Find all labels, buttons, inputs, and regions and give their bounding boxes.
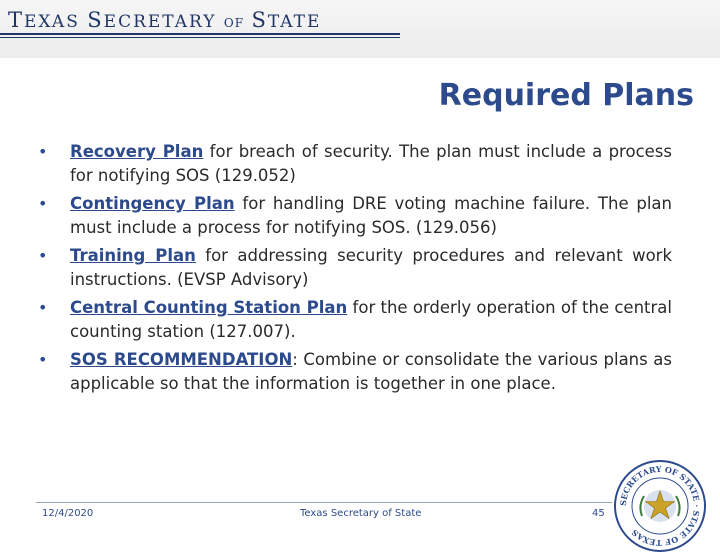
footer-date: 12/4/2020 xyxy=(42,508,94,519)
bullet-term: Training Plan xyxy=(70,246,196,265)
slide-title: Required Plans xyxy=(438,78,694,113)
org-title-part: EXAS xyxy=(24,12,80,32)
footer-rule xyxy=(36,502,612,503)
header-rule-thin xyxy=(0,37,400,38)
org-title-part: TATE xyxy=(267,12,322,32)
bullet-item xyxy=(38,192,672,240)
org-title-part: ECRETARY xyxy=(103,12,217,32)
bullet-item xyxy=(38,140,672,188)
bullet-dot-icon: • xyxy=(38,298,48,317)
bullet-text: for handling DRE voting machine failure. The plan must include a process for notifying SOS. (129.056) xyxy=(70,194,672,237)
bullet-dot-icon: • xyxy=(38,194,48,213)
page-number: 45 xyxy=(592,508,605,519)
bullet-text: : Combine or consolidate the various plans as applicable so that the information is together in one place. xyxy=(70,350,672,393)
org-title-letter: S xyxy=(251,8,268,32)
org-title-part: OF xyxy=(223,16,245,30)
bullet-term: Central Counting Station Plan xyxy=(70,298,348,317)
bullet-dot-icon: • xyxy=(38,350,48,369)
bullet-list xyxy=(38,140,672,400)
seal-text: SECRETARY OF STATE · STATE OF TEXAS xyxy=(617,463,703,549)
header-rule xyxy=(0,33,400,35)
bullet-term: Recovery Plan xyxy=(70,142,204,161)
bullet-item xyxy=(38,244,672,292)
bullet-item xyxy=(38,348,672,396)
bullet-dot-icon: • xyxy=(38,246,48,265)
footer-org: Texas Secretary of State xyxy=(300,508,422,519)
bullet-term: SOS RECOMMENDATION xyxy=(70,350,293,369)
bullet-text: for the orderly operation of the central counting station (127.007). xyxy=(70,298,672,341)
bullet-item xyxy=(38,296,672,344)
org-title-letter: S xyxy=(87,8,104,32)
bullet-dot-icon: • xyxy=(38,142,48,161)
bullet-text: for addressing security procedures and relevant work instructions. (EVSP Advisory) xyxy=(70,246,672,289)
org-title xyxy=(8,8,321,32)
bullet-text: for breach of security. The plan must include a process for notifying SOS (129.052) xyxy=(70,142,672,185)
org-title-letter: T xyxy=(8,8,25,32)
bullet-term: Contingency Plan xyxy=(70,194,235,213)
